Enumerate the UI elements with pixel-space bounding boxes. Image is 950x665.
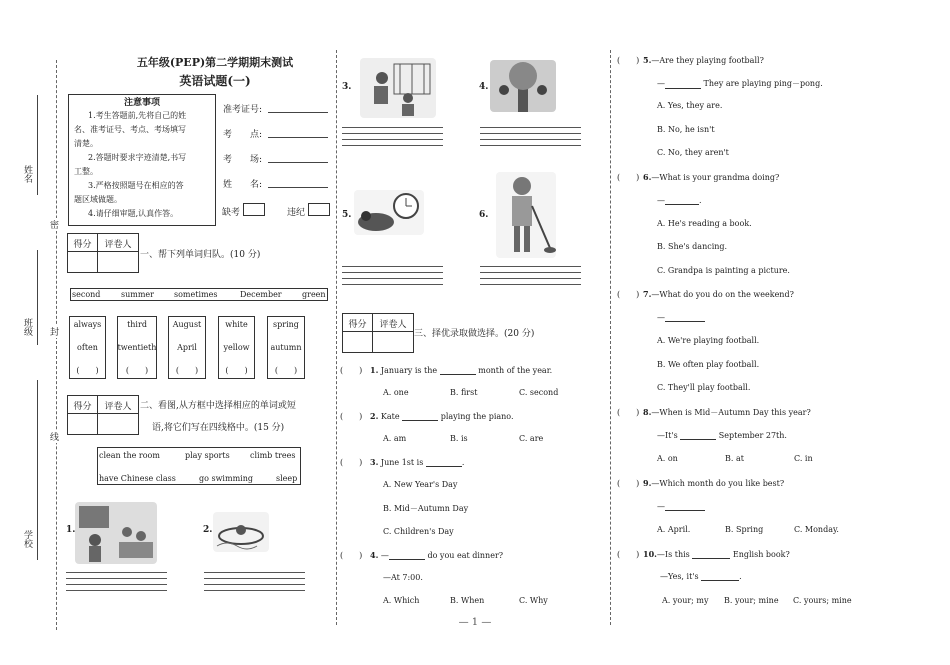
option[interactable]: C. Children's Day <box>383 527 454 536</box>
option[interactable]: B. at <box>725 454 744 463</box>
word-column-top: white <box>225 320 248 329</box>
question-line2 <box>657 196 702 205</box>
answer-blank[interactable] <box>402 420 438 421</box>
question-text: —Is this <box>656 550 690 559</box>
question-stem <box>370 411 514 421</box>
option[interactable]: A. We're playing football. <box>657 336 760 345</box>
question-paren[interactable]: ( ) <box>617 56 640 65</box>
pic-label: 3. <box>342 82 352 92</box>
pic-label: 4. <box>479 82 489 92</box>
option[interactable]: C. second <box>519 388 559 397</box>
option[interactable]: A. am <box>383 434 407 443</box>
question-paren[interactable]: ( ) <box>617 550 640 559</box>
question-line2 <box>657 313 705 322</box>
word-column-top: third <box>127 320 147 329</box>
notice-line: 3.严格按照题号在相应的答 <box>88 181 184 190</box>
question-text: do you eat dinner? <box>427 551 504 560</box>
answer-paren[interactable]: ( ) <box>274 366 298 375</box>
word-bank-item: green <box>302 290 326 299</box>
question-text: They are playing ping－pong. <box>703 79 823 88</box>
question-paren[interactable]: ( ) <box>617 408 640 417</box>
question-text: . <box>461 458 465 467</box>
tree-drawing <box>490 60 556 112</box>
question-paren[interactable]: ( ) <box>617 290 640 299</box>
sleep-drawing <box>354 190 424 235</box>
question-paren[interactable]: ( ) <box>340 412 363 421</box>
option[interactable]: C. No, they aren't <box>657 148 729 157</box>
word-column-bottom: autumn <box>270 343 302 352</box>
answer-blank[interactable] <box>665 88 701 89</box>
option[interactable]: B. We often play football. <box>657 360 760 369</box>
option[interactable]: B. is <box>450 434 468 443</box>
question-stem <box>643 289 794 299</box>
option[interactable]: A. New Year's Day <box>383 480 458 489</box>
pic-label: 1. <box>66 525 76 535</box>
word-bank-item: summer <box>121 290 154 299</box>
question-text: January is the <box>380 366 438 375</box>
section2-title-a: 二、看图,从方框中选择相应的单词或短 <box>140 401 296 411</box>
option[interactable]: C. in <box>794 454 813 463</box>
grader-label: 评卷人 <box>379 320 407 330</box>
seal-char-mi: 密 <box>50 218 59 231</box>
score-box-1 <box>67 233 139 273</box>
grader-label: 评卷人 <box>104 402 132 412</box>
question-number: 10. <box>643 549 657 559</box>
question-text: — <box>657 79 665 88</box>
option[interactable]: C. yours; mine <box>793 596 852 605</box>
question-text: . <box>739 572 742 581</box>
tree-climbing-illustration <box>490 60 556 112</box>
option[interactable]: C. They'll play football. <box>657 383 751 392</box>
answer-blank[interactable] <box>692 558 730 559</box>
notice-heading: 注意事项 <box>123 98 160 108</box>
word-column-bottom: often <box>77 343 98 352</box>
option[interactable]: C. Why <box>519 596 548 605</box>
notice-line: 工整。 <box>74 167 98 176</box>
cleaning-illustration <box>496 172 556 258</box>
question-paren[interactable]: ( ) <box>340 458 363 467</box>
answer-blank[interactable] <box>665 321 705 322</box>
question-paren[interactable]: ( ) <box>617 173 640 182</box>
word-column-bottom: yellow <box>223 343 250 352</box>
notice-box <box>68 94 216 226</box>
option[interactable]: A. Yes, they are. <box>657 101 723 110</box>
question-paren[interactable]: ( ) <box>340 366 363 375</box>
seal-char-xian: 线 <box>50 430 59 443</box>
word-bank-item: sometimes <box>174 290 218 299</box>
option[interactable]: C. Grandpa is painting a picture. <box>657 266 790 275</box>
question-stem <box>643 407 811 418</box>
question-number: 6. <box>643 172 652 182</box>
answer-blank[interactable] <box>680 439 716 440</box>
word-column-bottom: April <box>177 343 197 352</box>
question-text: —Which month do you like best? <box>651 479 785 488</box>
option[interactable]: A. one <box>383 388 409 397</box>
question-stem <box>643 478 784 488</box>
option[interactable]: B. Mid－Autumn Day <box>383 504 469 513</box>
score-box-3 <box>342 313 414 353</box>
exam-room-label: 考 场: <box>223 155 263 165</box>
question-line2 <box>660 572 742 581</box>
swimming-drawing <box>213 512 269 552</box>
section3-title: 三、择优录取做选择。(20 分) <box>414 329 535 339</box>
option[interactable]: B. first <box>450 388 478 397</box>
option[interactable]: A. He's reading a book. <box>657 219 752 228</box>
notice-line: 名、准考证号、考点、考场填写 <box>74 125 186 134</box>
notice-line: 4.请仔细审题,认真作答。 <box>88 209 179 218</box>
option[interactable]: B. your; mine <box>724 596 779 605</box>
climbing-illustration <box>360 58 436 118</box>
phrase-item: climb trees <box>250 451 296 460</box>
binding-class-line <box>37 250 38 345</box>
question-number: 5. <box>643 55 652 65</box>
exam-room-field[interactable] <box>268 162 328 163</box>
notice-line: 2.答题时要求字迹清楚,书写 <box>88 153 187 162</box>
title-line1: 五年级(PEP)第二学期期末测试 <box>136 56 294 69</box>
violation-checkbox[interactable] <box>308 203 330 216</box>
question-line2 <box>657 431 787 440</box>
question-text: —Are they playing football? <box>651 56 764 65</box>
word-column-top: August <box>172 320 202 329</box>
score-label: 得分 <box>73 240 92 250</box>
phrase-item: sleep <box>276 474 298 483</box>
column-divider <box>610 50 611 625</box>
binding-name-line <box>37 95 38 195</box>
question-text: — <box>380 551 389 560</box>
question-number: 9. <box>643 478 652 488</box>
seal-char-feng: 封 <box>50 325 59 338</box>
option[interactable]: A. on <box>657 454 678 463</box>
notice-line: 清楚。 <box>74 139 98 148</box>
absent-checkbox[interactable] <box>243 203 265 216</box>
question-number: 7. <box>643 289 652 299</box>
question-text: —It's <box>657 431 678 440</box>
option[interactable]: A. April. <box>657 525 691 534</box>
question-line2: —At 7:00. <box>383 573 423 582</box>
answer-blank[interactable] <box>389 559 425 560</box>
option[interactable]: B. She's dancing. <box>657 242 728 251</box>
section1-title: 一、帮下列单词归队。(10 分) <box>140 250 261 260</box>
question-stem <box>370 550 503 560</box>
question-text: June 1st is <box>380 458 424 467</box>
score-box-2 <box>67 395 139 435</box>
word-column-top: spring <box>273 320 299 329</box>
writing-lines[interactable] <box>66 572 167 596</box>
question-line2 <box>657 78 823 89</box>
answer-paren[interactable]: ( ) <box>125 366 149 375</box>
word-column-bottom: twentieth <box>117 343 157 352</box>
binding-school-line <box>37 380 38 560</box>
pic-label: 6. <box>479 210 489 220</box>
question-paren[interactable]: ( ) <box>617 479 640 488</box>
writing-lines[interactable] <box>342 127 443 151</box>
question-text: September 27th. <box>718 431 787 440</box>
score-label: 得分 <box>73 402 92 412</box>
question-text: —Yes, it's <box>660 572 699 581</box>
word-bank-item: second <box>72 290 101 299</box>
option[interactable]: B. Spring <box>725 525 764 534</box>
sleeping-illustration <box>354 190 424 235</box>
classroom-drawing <box>75 502 157 564</box>
title-line2: 英语试题(一) <box>179 74 251 88</box>
question-stem <box>643 55 764 65</box>
pic-label: 5. <box>342 210 352 220</box>
phrase-item: play sports <box>185 451 230 460</box>
answer-blank[interactable] <box>426 466 462 467</box>
classroom-illustration <box>75 502 157 564</box>
question-paren[interactable]: ( ) <box>340 551 363 560</box>
phrase-item: clean the room <box>99 451 160 460</box>
question-text: — <box>657 196 665 205</box>
question-stem <box>643 172 779 182</box>
answer-blank[interactable] <box>701 580 739 581</box>
answer-paren[interactable]: ( ) <box>76 366 99 375</box>
question-number: 8. <box>643 407 652 417</box>
answer-paren[interactable]: ( ) <box>225 366 248 375</box>
question-text: . <box>699 196 702 205</box>
exam-name-label: 姓 名: <box>223 180 263 190</box>
word-bank-item: December <box>240 290 282 299</box>
score-label: 得分 <box>348 320 367 330</box>
notice-line: 题区域做题。 <box>74 195 122 204</box>
binding-name-label: 姓名 <box>22 165 32 183</box>
phrase-item: go swimming <box>199 474 253 483</box>
option[interactable]: A. your; my <box>662 596 709 605</box>
question-text: playing the piano. <box>440 412 514 421</box>
question-text: English book? <box>732 550 790 559</box>
question-text: Kate <box>380 412 400 421</box>
page-number: — 1 — <box>458 617 492 628</box>
question-text: month of the year. <box>478 366 553 375</box>
question-stem <box>370 365 552 375</box>
swimming-illustration <box>213 512 269 552</box>
violation-label: 违纪 <box>287 208 306 218</box>
climbing-drawing <box>360 58 436 118</box>
question-text: — <box>657 502 665 511</box>
question-number: 1. <box>370 365 379 375</box>
answer-paren[interactable]: ( ) <box>175 366 199 375</box>
grader-label: 评卷人 <box>104 240 132 250</box>
answer-blank[interactable] <box>665 204 699 205</box>
exam-site-field[interactable] <box>268 137 328 138</box>
exam-id-label: 准考证号: <box>223 105 263 115</box>
option[interactable]: B. No, he isn't <box>657 125 715 134</box>
question-text: —What do you do on the weekend? <box>651 290 794 299</box>
question-number: 3. <box>370 457 379 467</box>
notice-line: 1.考生答题前,先将自己的姓 <box>88 111 187 120</box>
binding-class-label: 班级 <box>22 318 32 336</box>
answer-blank[interactable] <box>440 374 476 375</box>
section2-title-b: 语,将它们写在四线格中。(15 分) <box>152 423 285 433</box>
writing-lines[interactable] <box>480 127 581 151</box>
option[interactable]: C. Monday. <box>794 525 839 534</box>
absent-label: 缺考 <box>222 208 241 218</box>
column-divider <box>336 50 337 625</box>
writing-lines[interactable] <box>342 266 443 290</box>
question-text: —When is Mid－Autumn Day this year? <box>651 408 811 417</box>
binding-school-label: 学校 <box>22 530 32 548</box>
cleaning-drawing <box>496 172 556 258</box>
question-stem <box>643 549 790 559</box>
question-text: — <box>657 313 665 322</box>
exam-site-label: 考 点: <box>223 130 263 140</box>
question-stem <box>370 457 464 467</box>
question-number: 4. <box>370 550 379 560</box>
question-number: 2. <box>370 411 379 421</box>
exam-id-field[interactable] <box>268 112 328 113</box>
answer-blank[interactable] <box>665 510 705 511</box>
option[interactable]: C. are <box>519 434 544 443</box>
phrase-item: have Chinese class <box>99 474 176 483</box>
binding-line <box>56 60 57 630</box>
option[interactable]: A. Which <box>383 596 420 605</box>
writing-lines[interactable] <box>204 572 305 596</box>
pic-label: 2. <box>203 525 213 535</box>
exam-name-field[interactable] <box>268 187 328 188</box>
question-text: —What is your grandma doing? <box>651 173 780 182</box>
question-line2 <box>657 502 705 511</box>
writing-lines[interactable] <box>480 266 581 290</box>
option[interactable]: B. When <box>450 596 485 605</box>
word-column-top: always <box>73 320 102 329</box>
